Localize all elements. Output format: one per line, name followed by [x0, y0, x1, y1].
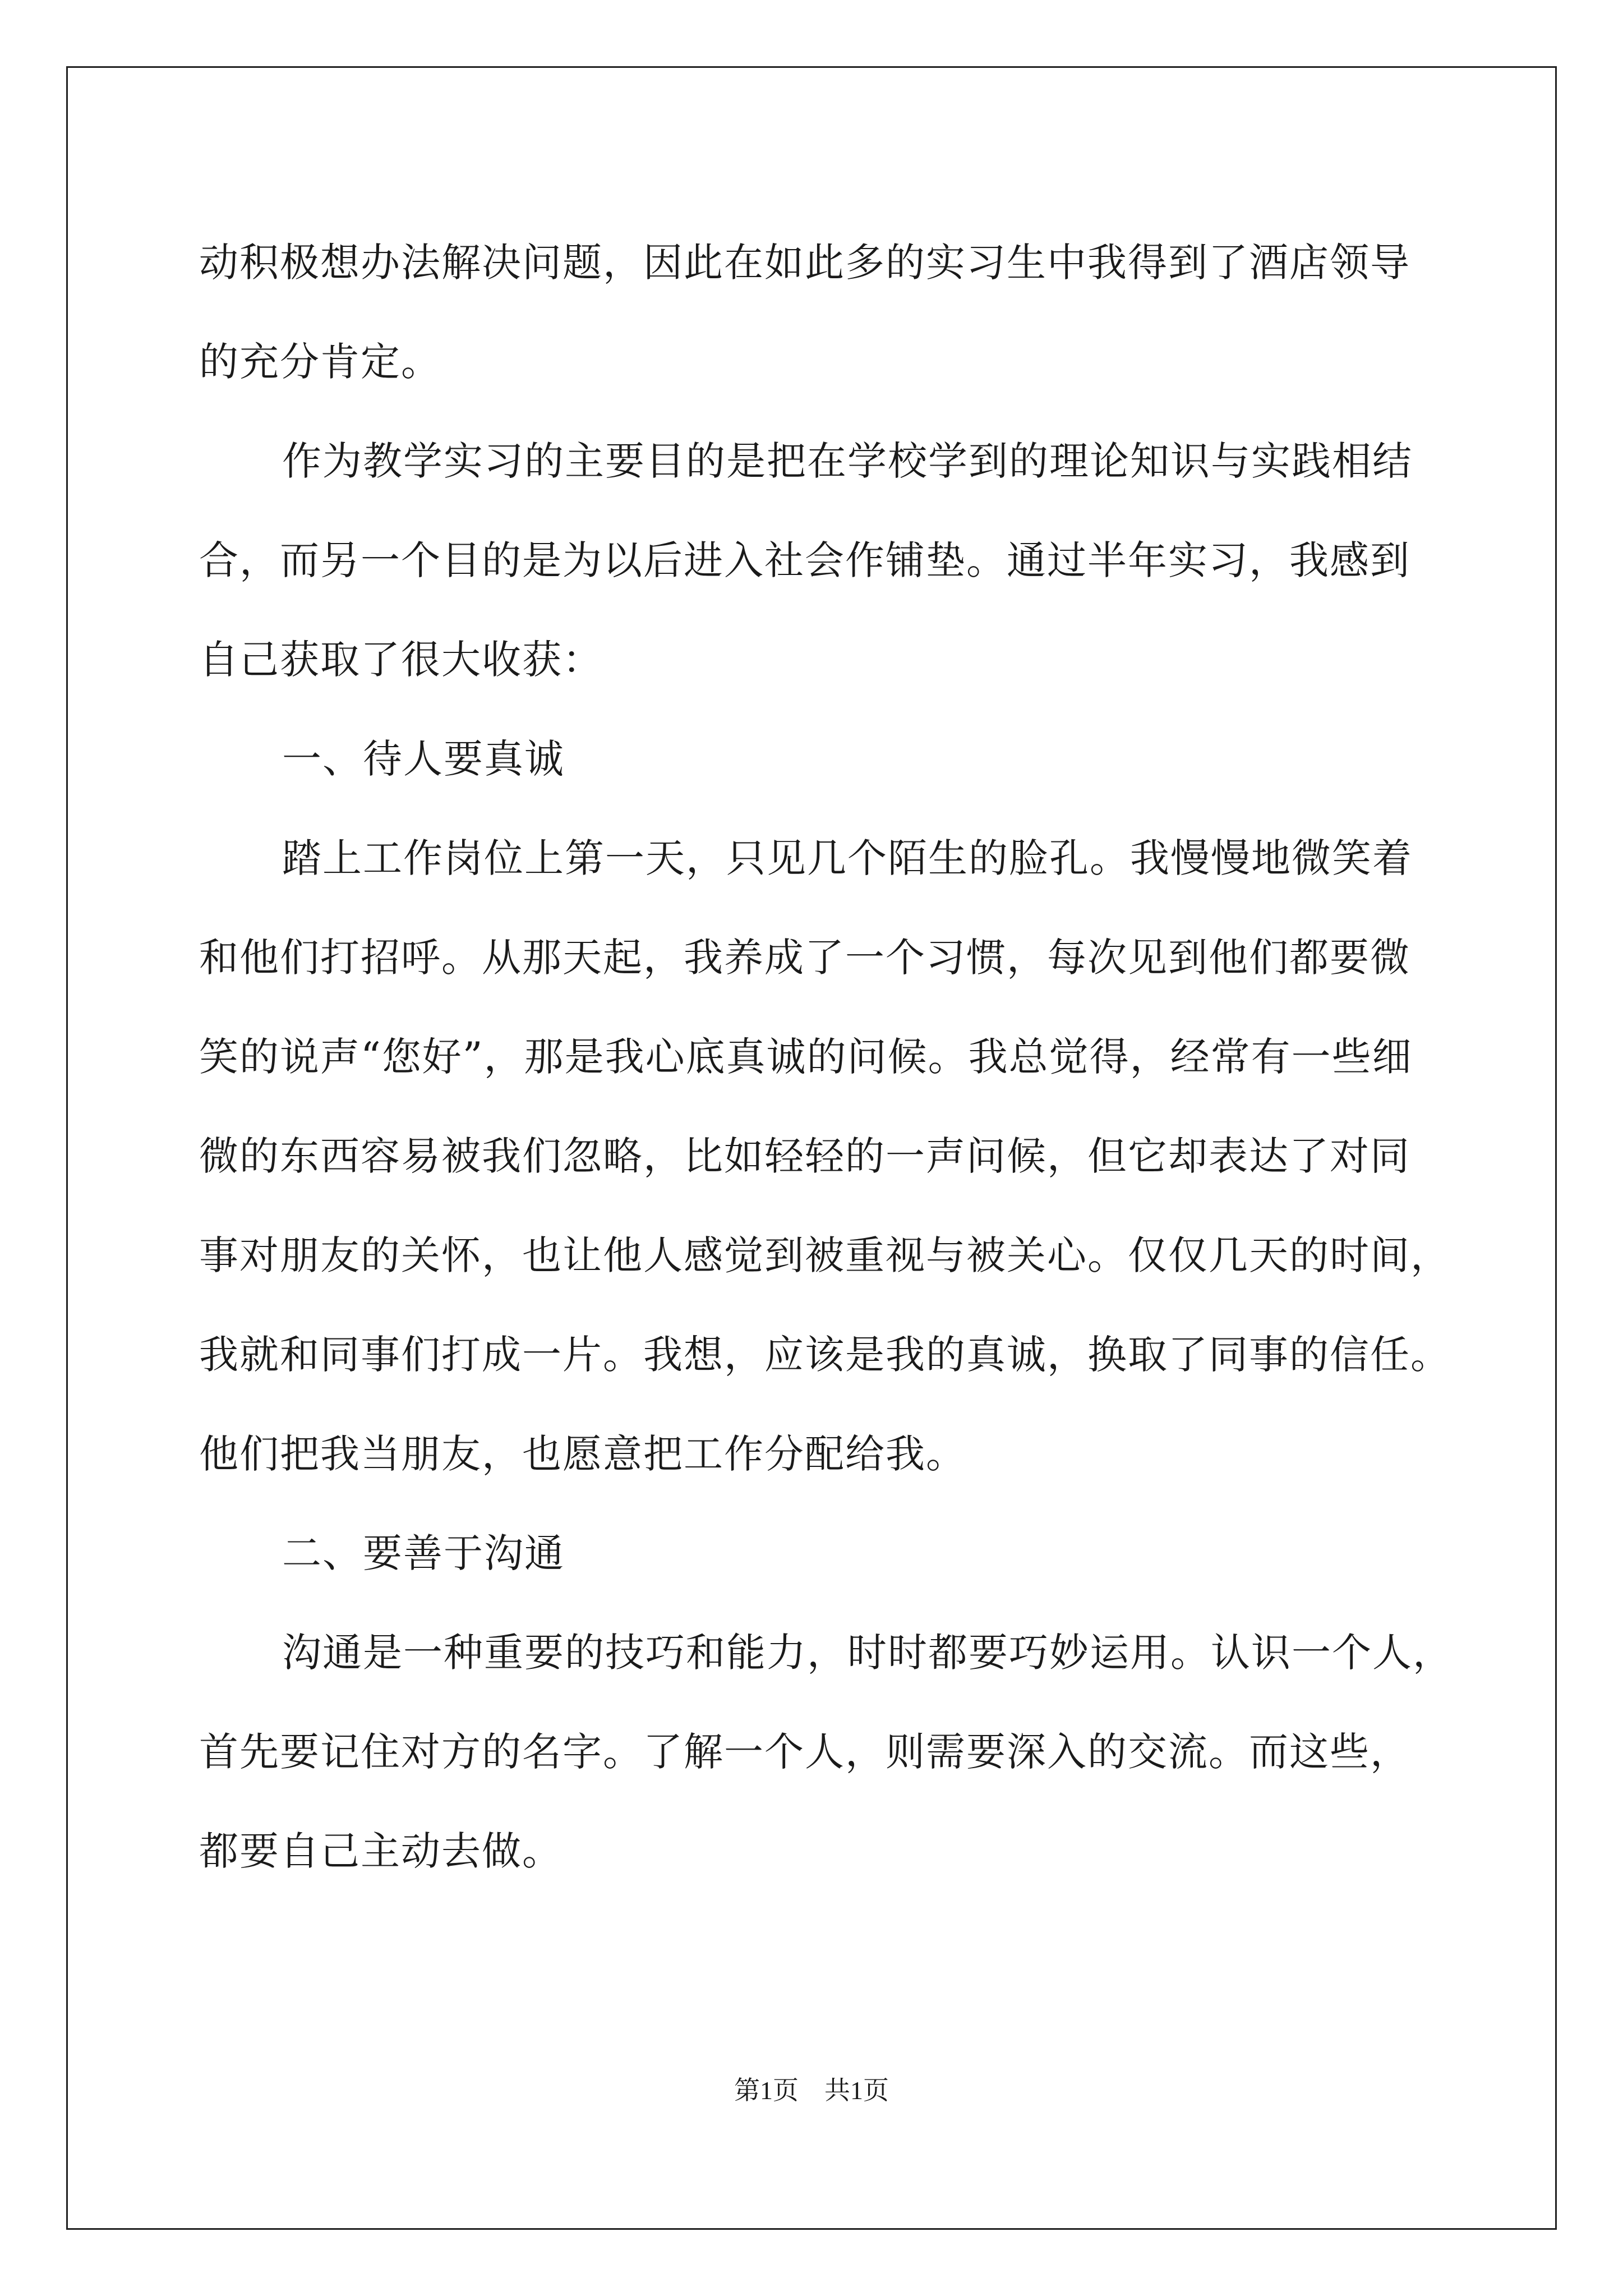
text-line: 作为教学实习的主要目的是把在学校学到的理论知识与实践相结 — [282, 438, 1413, 484]
text-line: 都要自己主动去做。 — [199, 1828, 562, 1874]
page-footer — [0, 2070, 1623, 2107]
page-number-total: 共1页 — [824, 2076, 889, 2105]
text-line: 他们把我当朋友，也愿意把工作分配给我。 — [199, 1431, 966, 1477]
document-body — [199, 213, 1453, 1901]
text-line: 笑的说声“您好”，那是我心底真诚的问候。我总觉得，经常有一些细 — [199, 1034, 1413, 1080]
text-line: 沟通是一种重要的技巧和能力，时时都要巧妙运用。认识一个人， — [282, 1630, 1453, 1676]
text-line: 踏上工作岗位上第一天，只见几个陌生的脸孔。我慢慢地微笑着 — [282, 835, 1413, 881]
text-line: 合，而另一个目的是为以后进入社会作铺垫。通过半年实习，我感到 — [199, 537, 1410, 583]
text-line: 动积极想办法解决问题，因此在如此多的实习生中我得到了酒店领导 — [199, 240, 1410, 286]
text-line: 自己获取了很大收获： — [199, 637, 603, 683]
text-line: 首先要记住对方的名字。了解一个人，则需要深入的交流。而这些， — [199, 1729, 1410, 1775]
text-line: 我就和同事们打成一片。我想，应该是我的真诚，换取了同事的信任。 — [199, 1332, 1451, 1378]
text-line: 微的东西容易被我们忽略，比如轻轻的一声问候，但它却表达了对同 — [199, 1133, 1410, 1179]
page-number-current: 第1页 — [734, 2076, 799, 2105]
section-heading: 二、要善于沟通 — [282, 1530, 565, 1576]
text-line: 的充分肯定。 — [199, 339, 441, 385]
text-line: 事对朋友的关怀，也让他人感觉到被重视与被关心。仅仅几天的时间， — [199, 1232, 1451, 1278]
text-line: 和他们打招呼。从那天起，我养成了一个习惯，每次见到他们都要微 — [199, 935, 1410, 981]
section-heading: 一、待人要真诚 — [282, 736, 565, 782]
